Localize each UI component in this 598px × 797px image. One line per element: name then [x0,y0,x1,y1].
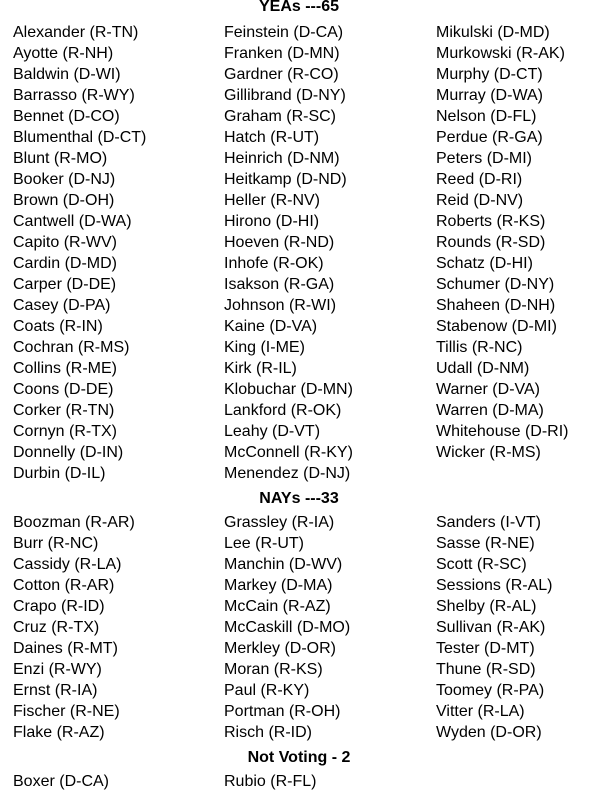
yeas-heading: YEAs ---65 [258,0,340,15]
senator-entry: Booker (D-NJ) [13,171,116,188]
senator-entry: Gillibrand (D-NY) [224,87,346,104]
senator-entry: Hatch (R-UT) [224,129,320,146]
senator-entry: Risch (R-ID) [224,724,312,741]
senator-entry: Blumenthal (D-CT) [13,129,147,146]
nays-column-3 [436,512,598,743]
nays-column-2 [224,512,434,743]
senator-entry: Enzi (R-WY) [13,661,102,678]
senator-entry: Manchin (D-WV) [224,556,343,573]
senator-entry: Merkley (D-OR) [224,640,336,657]
senator-entry: Hoeven (R-ND) [224,234,335,251]
senator-entry: Corker (R-TN) [13,402,115,419]
senator-entry: Nelson (D-FL) [436,108,537,125]
senator-entry: Udall (D-NM) [436,360,530,377]
senator-entry: Cardin (D-MD) [13,255,117,272]
senator-entry: McCaskill (D-MO) [224,619,351,636]
senator-entry: Heitkamp (D-ND) [224,171,347,188]
senator-entry: Heller (R-NV) [224,192,320,209]
senator-entry: Murray (D-WA) [436,87,543,104]
senator-entry: King (I-ME) [224,339,305,356]
senator-entry: Cochran (R-MS) [13,339,130,356]
senator-entry: Wyden (D-OR) [436,724,542,741]
senator-entry: Stabenow (D-MI) [436,318,557,335]
senator-entry: Cotton (R-AR) [13,577,115,594]
senator-entry: Lankford (R-OK) [224,402,342,419]
senator-entry: Paul (R-KY) [224,682,310,699]
senator-entry: Baldwin (D-WI) [13,66,121,83]
senator-entry: Schumer (D-NY) [436,276,555,293]
senator-entry: Rubio (R-FL) [224,773,317,790]
yeas-column-2 [224,22,434,484]
senator-entry: Tester (D-MT) [436,640,535,657]
senator-entry: Coats (R-IN) [13,318,103,335]
senator-entry: Reed (D-RI) [436,171,523,188]
senator-entry: Whitehouse (D-RI) [436,423,569,440]
senator-entry: Ernst (R-IA) [13,682,98,699]
senator-entry: Durbin (D-IL) [13,465,106,482]
senator-entry: Ayotte (R-NH) [13,45,114,62]
senator-entry: Boozman (R-AR) [13,514,135,531]
senator-entry: Sanders (I-VT) [436,514,541,531]
senator-entry: Schatz (D-HI) [436,255,533,272]
senator-entry: Flake (R-AZ) [13,724,105,741]
senator-entry: Portman (R-OH) [224,703,341,720]
senator-entry: McCain (R-AZ) [224,598,331,615]
senator-entry: Murphy (D-CT) [436,66,543,83]
senator-entry: Toomey (R-PA) [436,682,545,699]
senator-entry: Kaine (D-VA) [224,318,318,335]
senator-entry: Leahy (D-VT) [224,423,321,440]
not-voting-column-1 [13,771,223,792]
senator-entry: Cornyn (R-TX) [13,423,118,440]
senator-entry: Moran (R-KS) [224,661,323,678]
senator-entry: Heinrich (D-NM) [224,150,340,167]
senator-entry: Wicker (R-MS) [436,444,541,461]
senator-entry: Donnelly (D-IN) [13,444,124,461]
senator-entry: Lee (R-UT) [224,535,305,552]
senator-entry: Kirk (R-IL) [224,360,297,377]
senator-entry: Rounds (R-SD) [436,234,546,251]
senator-entry: Franken (D-MN) [224,45,340,62]
senator-entry: Warren (D-MA) [436,402,544,419]
yeas-column-3 [436,22,598,463]
senator-entry: Daines (R-MT) [13,640,118,657]
senator-entry: Thune (R-SD) [436,661,536,678]
senator-entry: Scott (R-SC) [436,556,527,573]
senator-entry: Cantwell (D-WA) [13,213,132,230]
senator-entry: Cruz (R-TX) [13,619,100,636]
senator-entry: Perdue (R-GA) [436,129,543,146]
senator-entry: Brown (D-OH) [13,192,115,209]
senator-entry: Coons (D-DE) [13,381,114,398]
senator-entry: Sessions (R-AL) [436,577,553,594]
senator-entry: Shaheen (D-NH) [436,297,556,314]
senator-entry: Murkowski (R-AK) [436,45,565,62]
senator-entry: Feinstein (D-CA) [224,24,344,41]
nays-heading: NAYs ---33 [259,490,339,507]
senator-entry: Shelby (R-AL) [436,598,537,615]
senator-entry: Warner (D-VA) [436,381,540,398]
senator-entry: Alexander (R-TN) [13,24,139,41]
senator-entry: Bennet (D-CO) [13,108,120,125]
senator-entry: Carper (D-DE) [13,276,117,293]
senator-entry: Graham (R-SC) [224,108,337,125]
senator-entry: Collins (R-ME) [13,360,117,377]
senator-entry: Tillis (R-NC) [436,339,523,356]
senator-entry: Hirono (D-HI) [224,213,320,230]
not-voting-column-2 [224,771,434,792]
senator-entry: Mikulski (D-MD) [436,24,550,41]
nays-column-1 [13,512,223,743]
senator-entry: Grassley (R-IA) [224,514,335,531]
senator-entry: Klobuchar (D-MN) [224,381,353,398]
senator-entry: Barrasso (R-WY) [13,87,135,104]
senator-entry: Burr (R-NC) [13,535,99,552]
senator-entry: Sullivan (R-AK) [436,619,546,636]
senator-entry: Boxer (D-CA) [13,773,110,790]
senator-entry: Capito (R-WV) [13,234,118,251]
senator-entry: Roberts (R-KS) [436,213,546,230]
senator-entry: Menendez (D-NJ) [224,465,351,482]
senator-entry: Johnson (R-WI) [224,297,337,314]
senator-entry: Crapo (R-ID) [13,598,105,615]
senator-entry: Cassidy (R-LA) [13,556,122,573]
senator-entry: Inhofe (R-OK) [224,255,324,272]
not-voting-heading: Not Voting - 2 [247,749,351,766]
senator-entry: Casey (D-PA) [13,297,111,314]
senator-entry: Sasse (R-NE) [436,535,535,552]
senator-entry: Isakson (R-GA) [224,276,335,293]
senator-entry: Markey (D-MA) [224,577,333,594]
senator-entry: Gardner (R-CO) [224,66,339,83]
senator-entry: Vitter (R-LA) [436,703,525,720]
senator-entry: Reid (D-NV) [436,192,524,209]
senator-entry: Blunt (R-MO) [13,150,108,167]
yeas-column-1 [13,22,223,484]
senator-entry: Fischer (R-NE) [13,703,120,720]
senator-entry: McConnell (R-KY) [224,444,353,461]
senator-entry: Peters (D-MI) [436,150,532,167]
